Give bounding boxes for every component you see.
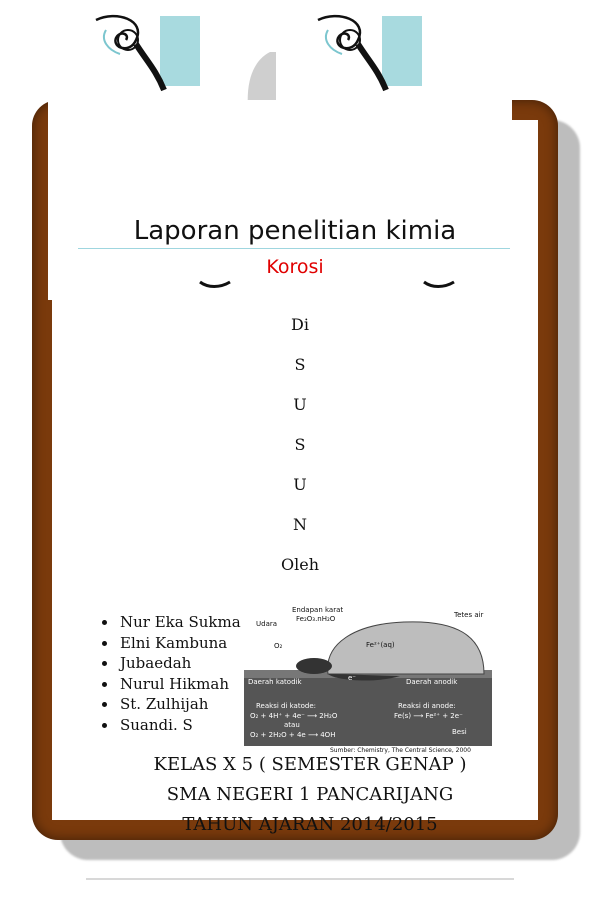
footer-school: SMA NEGERI 1 PANCARIJANG (166, 784, 454, 805)
diagram-label-katode-eq2: O₂ + 2H₂O + 4e ⟶ 4OH (250, 731, 336, 739)
diagram-label-katode-eq1: O₂ + 4H⁺ + 4e⁻ ⟶ 2H₂O (250, 712, 338, 720)
diagram-label-besi: Besi (452, 728, 467, 736)
diagram-label-katodik: Daerah katodik (248, 678, 302, 686)
member-item: • St. Zulhijah (118, 694, 241, 715)
member-item: • Jubaedah (118, 653, 241, 674)
vertical-text-item: S (294, 435, 306, 454)
member-item: • Nur Eka Sukma (118, 612, 241, 633)
diagram-label-electron: e⁻ (348, 674, 357, 682)
ornament-right-icon (308, 10, 428, 100)
diagram-label-reaksi-anode: Reaksi di anode: (398, 702, 456, 710)
diagram-label-o2: O₂ (274, 642, 283, 650)
corrosion-diagram (244, 604, 492, 754)
page-subtitle: Korosi (266, 256, 324, 278)
ornament-left-icon (86, 10, 206, 100)
diagram-label-fe2: Fe²⁺(aq) (366, 641, 395, 649)
member-list (100, 612, 241, 735)
diagram-label-udara: Udara (256, 620, 278, 628)
vertical-text-item: Di (291, 315, 309, 334)
diagram-label-anodik: Daerah anodik (406, 678, 458, 686)
diagram-label-anode-eq: Fe(s) ⟶ Fe²⁺ + 2e⁻ (394, 712, 463, 720)
vertical-text (250, 310, 350, 590)
member-item: • Suandi. S (118, 715, 241, 736)
vertical-text-item: U (293, 395, 307, 414)
title-underline (78, 248, 510, 249)
bottom-rule (86, 878, 514, 880)
vertical-text-item: N (293, 515, 307, 534)
diagram-label-tetes: Tetes air (454, 611, 484, 619)
footer-year: TAHUN AJARAN 2014/2015 (182, 814, 438, 835)
vertical-text-item: S (294, 355, 306, 374)
vertical-text-item: Oleh (280, 555, 319, 574)
diagram-label-sumber: Sumber: Chemistry, The Central Science, 2000 (330, 747, 471, 754)
footer-class: KELAS X 5 ( SEMESTER GENAP ) (153, 754, 467, 775)
page-title: Laporan penelitian kimia (133, 216, 457, 246)
diagram-label-reaksi-katode: Reaksi di katode: (256, 702, 316, 710)
vertical-text-item: U (293, 475, 307, 494)
member-item: • Elni Kambuna (118, 633, 241, 654)
diagram-label-formula: Fe₂O₃.nH₂O (296, 615, 336, 623)
diagram-label-atau: atau (284, 721, 300, 729)
member-item: • Nurul Hikmah (118, 674, 241, 695)
diagram-label-endapan: Endapan karat (292, 606, 344, 614)
